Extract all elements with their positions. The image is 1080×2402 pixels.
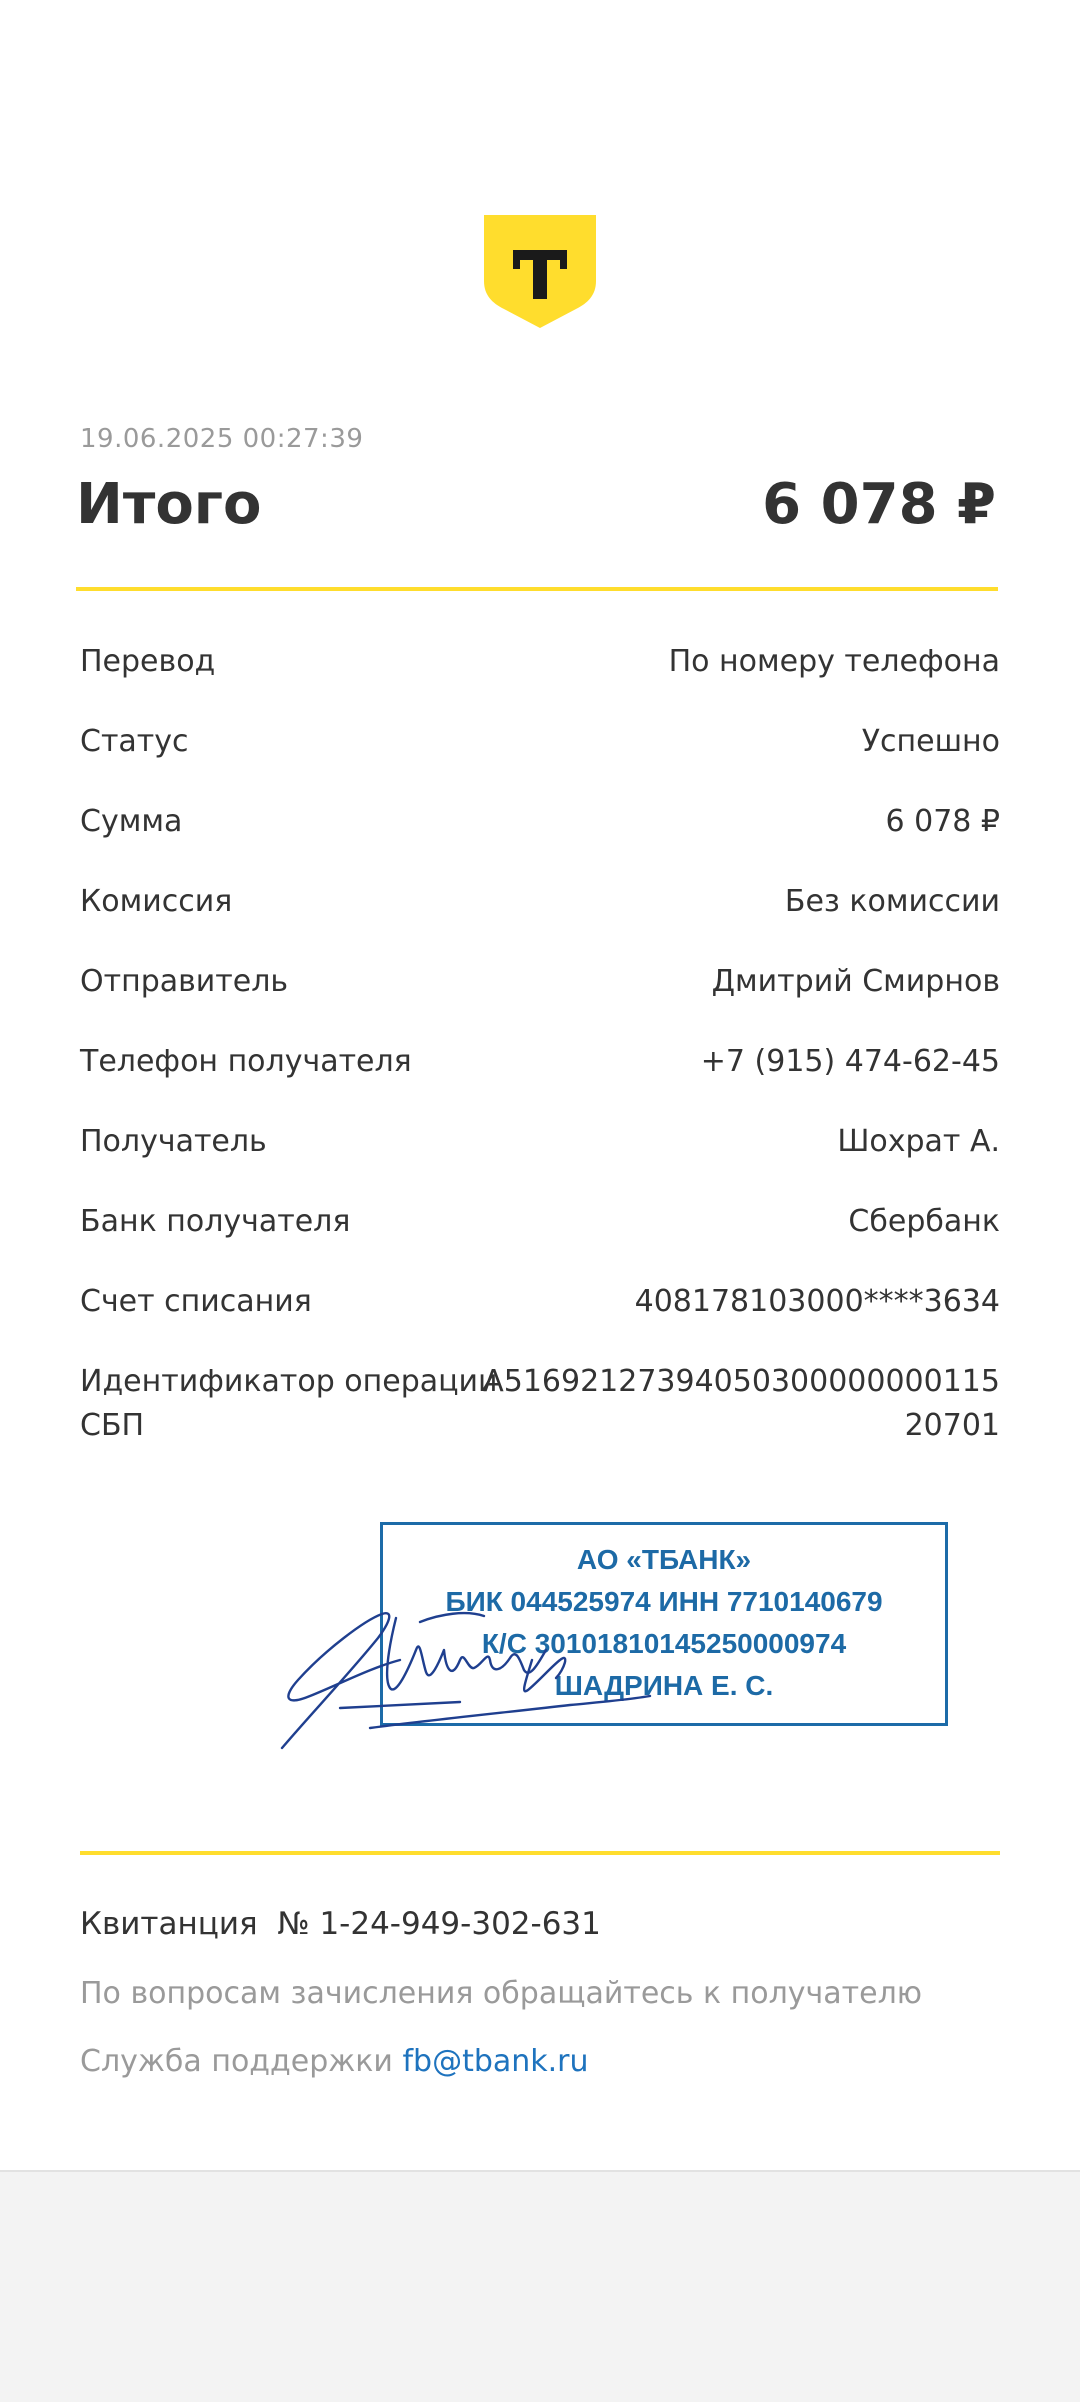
detail-label: Перевод bbox=[80, 644, 216, 679]
detail-value: Дмитрий Смирнов bbox=[711, 964, 1000, 999]
detail-row-recipient bbox=[80, 1120, 1000, 1200]
detail-row-sbp-id bbox=[80, 1360, 1000, 1460]
detail-row-debit-account bbox=[80, 1280, 1000, 1360]
receipt-number: Квитанция № 1-24-949-302-631 bbox=[80, 1906, 601, 1942]
detail-value: 6 078 ₽ bbox=[885, 804, 1000, 839]
detail-value: Сбербанк bbox=[848, 1204, 1000, 1239]
detail-label: Статус bbox=[80, 724, 189, 759]
support-email-link[interactable]: fb@tbank.ru bbox=[402, 2044, 589, 2079]
tbank-logo-icon bbox=[484, 215, 596, 328]
signature-image bbox=[270, 1510, 690, 1760]
detail-value: 408178103000****3634 bbox=[634, 1284, 1000, 1319]
divider-top bbox=[76, 587, 998, 591]
detail-value: A51692127394050300000000115 20701 bbox=[483, 1364, 1000, 1443]
support-label: Служба поддержки bbox=[80, 2044, 403, 2079]
bottom-background bbox=[0, 2170, 1080, 2402]
stamp-signer: ШАДРИНА Е. С. bbox=[554, 1670, 774, 1701]
detail-label: Сумма bbox=[80, 804, 183, 839]
detail-row-commission bbox=[80, 880, 1000, 960]
transaction-datetime: 19.06.2025 00:27:39 bbox=[80, 424, 364, 454]
detail-row-sender bbox=[80, 960, 1000, 1040]
detail-row-amount bbox=[80, 800, 1000, 880]
detail-value: Без комиссии bbox=[784, 884, 1000, 919]
total-label: Итого bbox=[76, 472, 262, 537]
detail-label: Отправитель bbox=[80, 964, 289, 999]
divider-bottom bbox=[80, 1851, 1000, 1855]
stamp-bank-name: АО «ТБАНК» bbox=[576, 1544, 752, 1575]
detail-value: +7 (915) 474-62-45 bbox=[700, 1044, 1000, 1079]
detail-label: Получатель bbox=[80, 1124, 267, 1159]
details-list bbox=[80, 640, 1000, 1460]
detail-value: Шохрат А. bbox=[837, 1124, 1000, 1159]
stamp-corr-account: К/С 30101810145250000974 bbox=[481, 1628, 847, 1659]
detail-value: Успешно bbox=[861, 724, 1000, 759]
support-line bbox=[80, 2044, 589, 2079]
detail-label: Банк получателя bbox=[80, 1204, 351, 1239]
detail-row-status bbox=[80, 720, 1000, 800]
detail-label: Телефон получателя bbox=[80, 1044, 412, 1079]
detail-row-transfer bbox=[80, 640, 1000, 720]
total-amount: 6 078 ₽ bbox=[762, 472, 996, 537]
detail-label: Счет списания bbox=[80, 1284, 312, 1319]
detail-label: Комиссия bbox=[80, 884, 233, 919]
stamp-bik-inn: БИК 044525974 ИНН 7710140679 bbox=[445, 1586, 883, 1617]
detail-label: Идентификатор операции СБП bbox=[80, 1364, 498, 1443]
detail-row-recipient-phone bbox=[80, 1040, 1000, 1120]
bank-stamp bbox=[270, 1510, 960, 1760]
detail-row-recipient-bank bbox=[80, 1200, 1000, 1280]
recipient-note: По вопросам зачисления обращайтесь к получателю bbox=[80, 1976, 923, 2011]
detail-value: По номеру телефона bbox=[668, 644, 1000, 679]
